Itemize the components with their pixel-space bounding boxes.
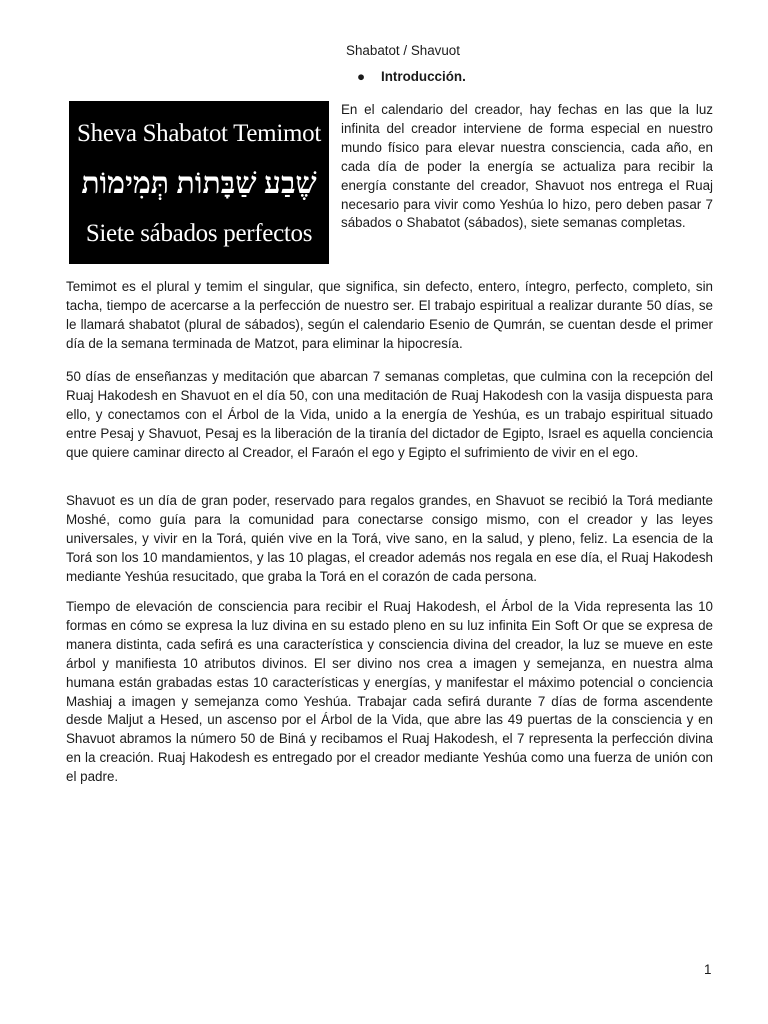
- section-heading: [357, 68, 466, 87]
- intro-paragraph: En el calendario del creador, hay fechas en las que la luz infinita del creador interviene de forma especial en nuestro mundo físico para elevar nuestra consciencia, cada año, en cada día de poder la energía se actualiza para recibir la energía constante del creador, Shavuot nos entrega el Ruaj necesario para vivir como Yeshúa lo hizo, pero deben pasar 7 sábados o Shabatot (sábados), siete semanas completas.: [341, 102, 713, 231]
- title-banner-image: [69, 101, 329, 264]
- banner-line-spanish: Siete sábados perfectos: [85, 220, 313, 247]
- page-number: 1: [704, 962, 712, 977]
- page-title: Shabatot / Shavuot: [346, 43, 460, 58]
- banner-line-hebrew: שֶׁבַע שַׁבָּתוֹת תְּמִימוֹת: [81, 167, 317, 200]
- banner-line-latin: Sheva Shabatot Temimot: [77, 120, 321, 147]
- body-paragraph: Temimot es el plural y temim el singular, que significa, sin defecto, entero, íntegro, perfecto, completo, sin tacha, tiempo de acercarse a la perfección de nuestro ser. El trabajo espiritual a realizar durante 50 días, se le llamará shabatot (plural de sábados), según el calendario Esenio de Qumrán, se cuentan desde el primer día de la semana terminada de Matzot, para eliminar la hipocresía.: [66, 279, 713, 351]
- body-paragraph: Shavuot es un día de gran poder, reservado para regalos grandes, en Shavuot se recibió la Torá mediante Moshé, como guía para la comunidad para conectarse consigo mismo, con el creador y las leyes universales, y vivir en la Torá, quién vive en la Torá, vive sano, en la salud, y pleno, feliz. La esencia de la Torá son los 10 mandamientos, y las 10 plagas, el creador además nos regala en ese día, el Ruaj Hakodesh mediante Yeshúa resucitado, que graba la Torá en el corazón de cada persona.: [66, 493, 713, 584]
- body-paragraph: Tiempo de elevación de consciencia para recibir el Ruaj Hakodesh, el Árbol de la Vida representa las 10 formas en cómo se expresa la luz divina en su estado pleno en su luz infinita Ein Soft Or que se expresa de manera distinta, cada sefirá es una característica y consciencia divina del creador, la luz se mueve en este árbol y manifiesta 10 atributos divinos. El ser divino nos crea a imagen y semejanza, en nuestra alma humana están grabadas estas 10 características y energías, y manifestar el máximo potencial o conciencia Mashiaj a imagen y semejanza como Yeshúa. Trabajar cada sefirá durante 7 días de forma ascendente desde Maljut a Hesed, un ascenso por el Árbol de la Vida, que abre las 49 puertas de la consciencia y en Shavuot abramos la número 50 de Biná y recibamos el Ruaj Hakodesh, el 7 representa la perfección divina en la creación. Ruaj Hakodesh es entregado por el creador mediante Yeshúa como una fuerza de unión con el padre.: [66, 599, 713, 785]
- body-paragraph: 50 días de enseñanzas y meditación que abarcan 7 semanas completas, que culmina con la recepción del Ruaj Hakodesh en Shavuot en el día 50, con una meditación de Ruaj Hakodesh con la vasija dispuesta para ello, y conectamos con el Árbol de la Vida, unido a la energía de Yeshúa, es un trabajo espiritual situado entre Pesaj y Shavuot, Pesaj es la liberación de la tiranía del dictador de Egipto, Israel es aquella conciencia que quiere caminar directo al Creador, el Faraón el ego y Egipto el sufrimiento de vivir en el ego.: [66, 369, 713, 460]
- section-heading-label: Introducción.: [381, 69, 466, 84]
- bullet-icon: ●: [357, 69, 366, 84]
